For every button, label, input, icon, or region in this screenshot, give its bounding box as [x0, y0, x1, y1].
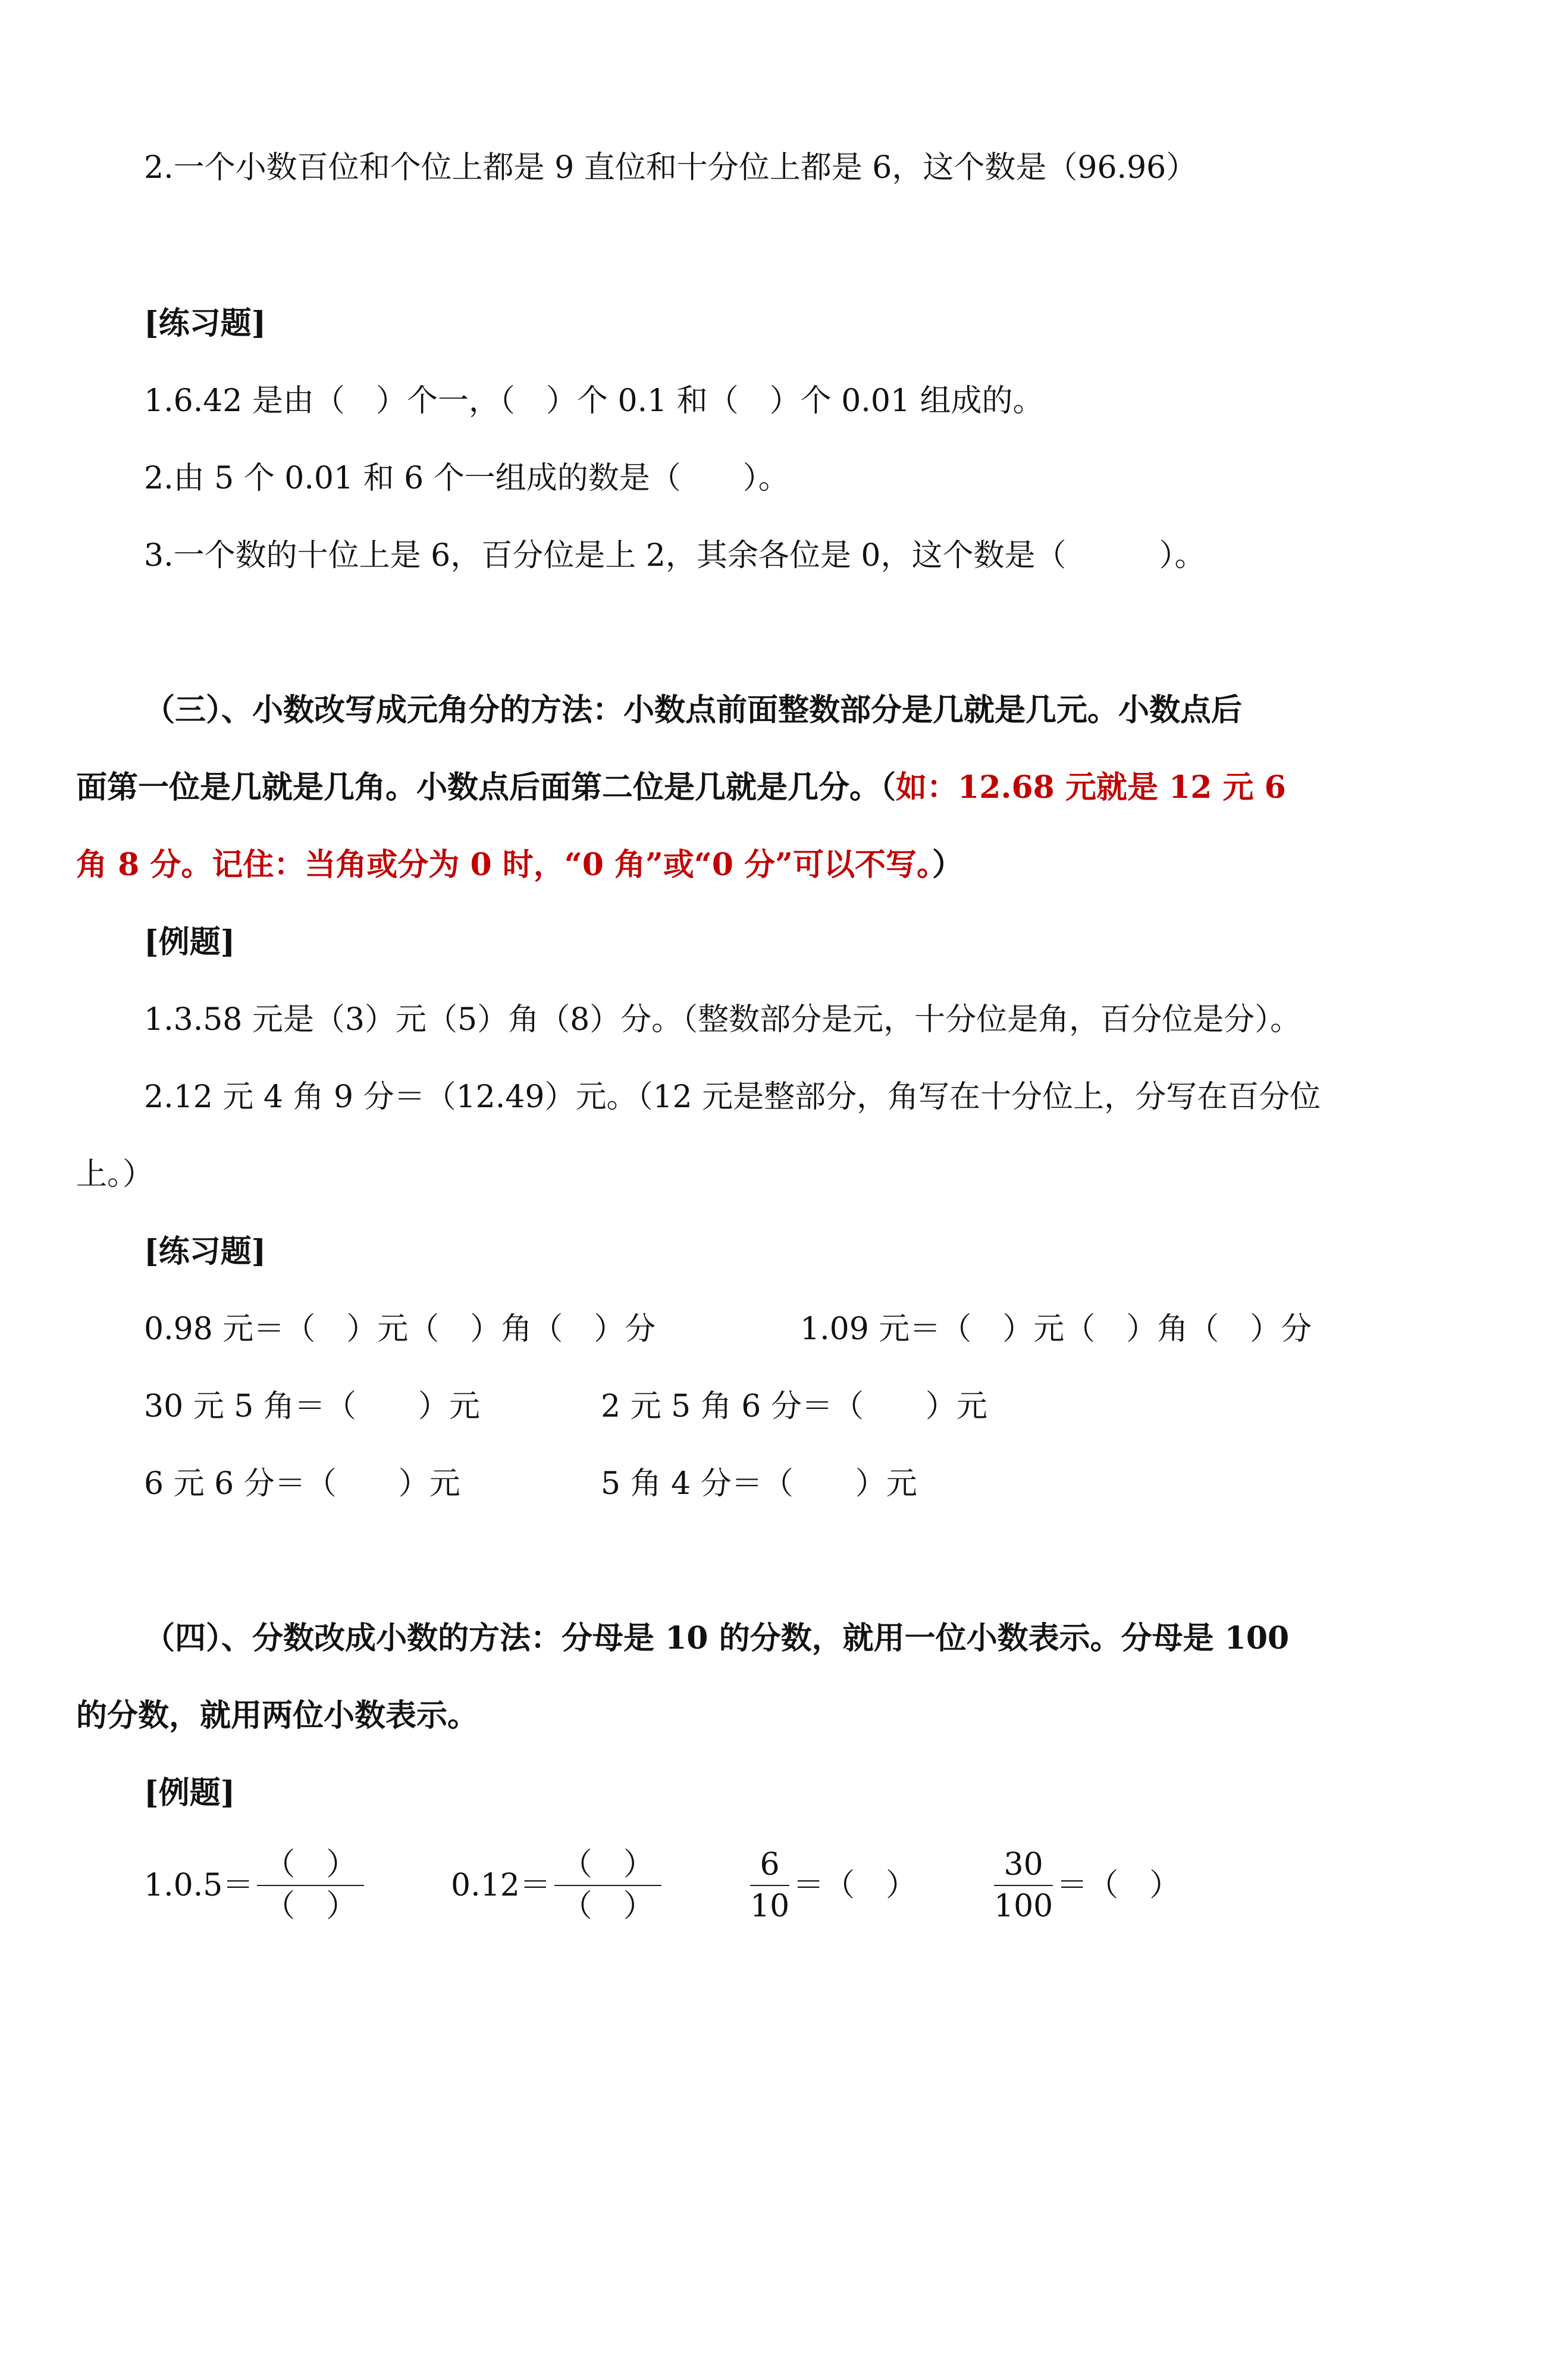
- fraction-example-3: [747, 1844, 917, 1927]
- section-3-example-1: 1.3.58 元是（3）元（5）角（8）分。（整数部分是元，十分位是角，百分位是分）。: [144, 1002, 1302, 1038]
- section-3-title-line-3: [76, 847, 964, 883]
- fraction-2-denominator-blank: （ ）: [561, 1888, 654, 1924]
- fraction-4-rhs: ＝（ ）: [1056, 1868, 1181, 1903]
- fraction-1-numerator-blank: （ ）: [264, 1847, 357, 1882]
- practice-row-3-right: 5 角 4 分＝（ ）元: [601, 1466, 917, 1502]
- practice-question-3: 3.一个数的十位上是 6，百分位是上 2，其余各位是 0，这个数是（ ）。: [144, 538, 1206, 574]
- fraction-example-2: [451, 1844, 665, 1927]
- fraction-2-numerator-blank: （ ）: [561, 1847, 654, 1882]
- section-3-practice-heading: [练习题]: [144, 1233, 266, 1270]
- fraction-4-denominator: 100: [994, 1888, 1053, 1924]
- practice-question-2: 2.由 5 个 0.01 和 6 个一组成的数是（ ）。: [144, 461, 789, 496]
- section-4-title-line-2: 的分数，就用两位小数表示。: [76, 1697, 479, 1734]
- fraction-example-1: [144, 1844, 368, 1927]
- example-question-2: 2.一个小数百位和个位上都是 9 直位和十分位上都是 6，这个数是（96.96）: [144, 150, 1197, 186]
- section-3-rule-text: 面第一位是几就是几角。小数点后面第二位是几就是几分。（: [76, 769, 896, 806]
- section-3-example-2-line-2: 上。）: [76, 1157, 154, 1192]
- fraction-4: [994, 1844, 1053, 1927]
- section-3-example-red: 如：12.68 元就是 12 元 6: [896, 769, 1286, 806]
- fraction-3-denominator: 10: [750, 1888, 790, 1924]
- fraction-2-lhs: 0.12＝: [451, 1868, 551, 1903]
- fraction-3: [750, 1844, 789, 1927]
- practice-row-2-right: 2 元 5 角 6 分＝（ ）元: [601, 1389, 987, 1424]
- section-3-close-paren: ）: [932, 847, 964, 883]
- section-3-title-line-1: （三）、小数改写成元角分的方法：小数点前面整数部分是几就是几元。小数点后: [144, 692, 1243, 728]
- section-3-title-line-2: [76, 769, 1286, 806]
- practice-row-1-right: 1.09 元＝（ ）元（ ）角（ ）分: [800, 1311, 1312, 1347]
- fraction-example-4: [990, 1844, 1180, 1927]
- practice-row-2-left: 30 元 5 角＝（ ）元: [144, 1389, 480, 1424]
- fraction-1-denominator-blank: （ ）: [264, 1888, 357, 1924]
- section-4-title-line-1: （四）、分数改成小数的方法：分母是 10 的分数，就用一位小数表示。分母是 100: [144, 1620, 1290, 1656]
- section-3-example-heading: [例题]: [144, 924, 236, 960]
- section-4-example-heading: [例题]: [144, 1775, 236, 1811]
- section-3-example-2-line-1: 2.12 元 4 角 9 分＝（12.49）元。（12 元是整部分，角写在十分位上，分写在百分位: [144, 1079, 1321, 1115]
- section-3-remember-red: 角 8 分。记住：当角或分为 0 时，“0 角”或“0 分”可以不写。: [76, 847, 932, 883]
- practice-row-3-left: 6 元 6 分＝（ ）元: [144, 1466, 460, 1502]
- fraction-1-lhs: 1.0.5＝: [144, 1868, 254, 1903]
- fraction-2: [554, 1844, 661, 1927]
- practice-row-1-left: 0.98 元＝（ ）元（ ）角（ ）分: [144, 1311, 656, 1347]
- fraction-3-numerator: 6: [760, 1847, 780, 1882]
- practice-question-1: 1.6.42 是由（ ）个一，（ ）个 0.1 和（ ）个 0.01 组成的。: [144, 383, 1044, 419]
- fraction-1: [257, 1844, 364, 1927]
- practice-heading: [练习题]: [144, 305, 266, 342]
- fraction-4-numerator: 30: [1003, 1847, 1043, 1882]
- fraction-3-rhs: ＝（ ）: [793, 1868, 917, 1903]
